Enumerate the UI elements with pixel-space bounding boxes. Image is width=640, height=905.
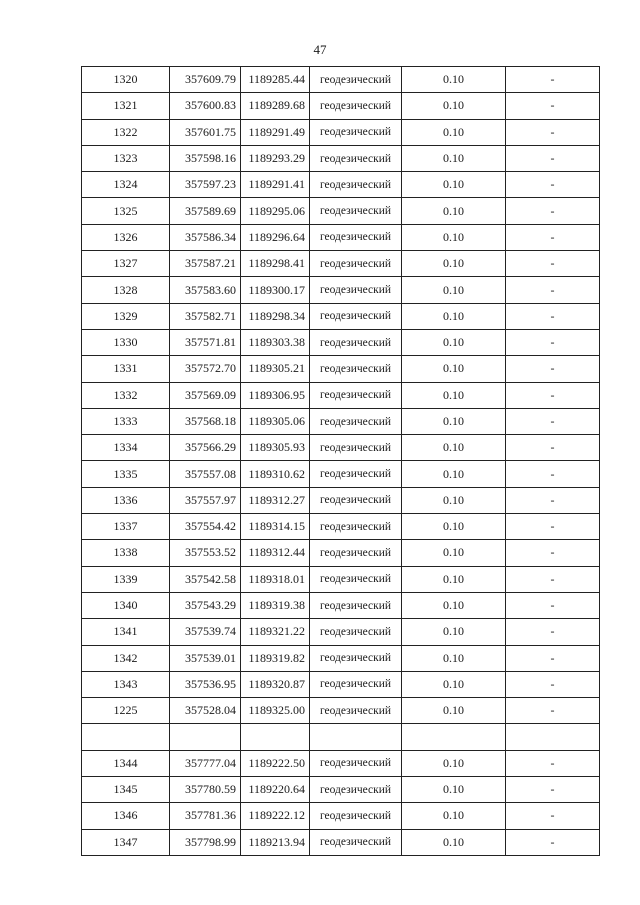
accuracy-cell: 0.10 xyxy=(402,698,506,724)
x-coordinate-cell: 357597.23 xyxy=(170,172,241,198)
accuracy-cell: 0.10 xyxy=(402,303,506,329)
x-coordinate-cell: 357798.99 xyxy=(170,829,241,855)
note-cell: - xyxy=(506,198,600,224)
note-cell: - xyxy=(506,277,600,303)
x-coordinate-cell: 357589.69 xyxy=(170,198,241,224)
x-coordinate-cell: 357557.08 xyxy=(170,461,241,487)
accuracy-cell: 0.10 xyxy=(402,592,506,618)
y-coordinate-cell: 1189298.41 xyxy=(241,251,310,277)
point-number-cell: 1346 xyxy=(82,803,170,829)
accuracy-cell: 0.10 xyxy=(402,671,506,697)
point-number-cell: 1335 xyxy=(82,461,170,487)
accuracy-cell: 0.10 xyxy=(402,540,506,566)
accuracy-cell xyxy=(402,724,506,750)
accuracy-cell: 0.10 xyxy=(402,777,506,803)
method-cell: геодезический xyxy=(310,592,402,618)
accuracy-cell: 0.10 xyxy=(402,514,506,540)
x-coordinate-cell: 357609.79 xyxy=(170,67,241,93)
point-number-cell: 1324 xyxy=(82,172,170,198)
accuracy-cell: 0.10 xyxy=(402,145,506,171)
note-cell: - xyxy=(506,592,600,618)
note-cell: - xyxy=(506,303,600,329)
x-coordinate-cell: 357600.83 xyxy=(170,93,241,119)
point-number-cell: 1333 xyxy=(82,408,170,434)
accuracy-cell: 0.10 xyxy=(402,382,506,408)
y-coordinate-cell: 1189220.64 xyxy=(241,777,310,803)
x-coordinate-cell: 357554.42 xyxy=(170,514,241,540)
method-cell: геодезический xyxy=(310,803,402,829)
point-number-cell xyxy=(82,724,170,750)
page-number: 47 xyxy=(313,42,327,57)
point-number-cell: 1340 xyxy=(82,592,170,618)
point-number-cell: 1336 xyxy=(82,487,170,513)
note-cell: - xyxy=(506,172,600,198)
method-cell: геодезический xyxy=(310,750,402,776)
note-cell: - xyxy=(506,119,600,145)
x-coordinate-cell: 357587.21 xyxy=(170,251,241,277)
method-cell xyxy=(310,724,402,750)
accuracy-cell: 0.10 xyxy=(402,487,506,513)
note-cell: - xyxy=(506,93,600,119)
x-coordinate-cell: 357777.04 xyxy=(170,750,241,776)
x-coordinate-cell: 357553.52 xyxy=(170,540,241,566)
x-coordinate-cell: 357557.97 xyxy=(170,487,241,513)
point-number-cell: 1322 xyxy=(82,119,170,145)
x-coordinate-cell: 357536.95 xyxy=(170,671,241,697)
y-coordinate-cell: 1189320.87 xyxy=(241,671,310,697)
method-cell: геодезический xyxy=(310,698,402,724)
table-row xyxy=(82,750,600,776)
x-coordinate-cell: 357568.18 xyxy=(170,408,241,434)
point-number-cell: 1321 xyxy=(82,93,170,119)
y-coordinate-cell: 1189285.44 xyxy=(241,67,310,93)
method-cell: геодезический xyxy=(310,777,402,803)
method-cell: геодезический xyxy=(310,303,402,329)
table-row xyxy=(82,119,600,145)
note-cell: - xyxy=(506,514,600,540)
note-cell: - xyxy=(506,224,600,250)
note-cell: - xyxy=(506,408,600,434)
method-cell: геодезический xyxy=(310,461,402,487)
y-coordinate-cell: 1189289.68 xyxy=(241,93,310,119)
y-coordinate-cell: 1189291.41 xyxy=(241,172,310,198)
y-coordinate-cell: 1189222.50 xyxy=(241,750,310,776)
accuracy-cell: 0.10 xyxy=(402,329,506,355)
note-cell: - xyxy=(506,487,600,513)
table-row xyxy=(82,303,600,329)
y-coordinate-cell: 1189318.01 xyxy=(241,566,310,592)
y-coordinate-cell: 1189314.15 xyxy=(241,514,310,540)
method-cell: геодезический xyxy=(310,619,402,645)
method-cell: геодезический xyxy=(310,645,402,671)
method-cell: геодезический xyxy=(310,487,402,513)
y-coordinate-cell: 1189291.49 xyxy=(241,119,310,145)
x-coordinate-cell: 357528.04 xyxy=(170,698,241,724)
point-number-cell: 1337 xyxy=(82,514,170,540)
method-cell: геодезический xyxy=(310,67,402,93)
point-number-cell: 1326 xyxy=(82,224,170,250)
method-cell: геодезический xyxy=(310,435,402,461)
table-row xyxy=(82,592,600,618)
table-row xyxy=(82,224,600,250)
y-coordinate-cell: 1189213.94 xyxy=(241,829,310,855)
x-coordinate-cell: 357569.09 xyxy=(170,382,241,408)
y-coordinate-cell: 1189306.95 xyxy=(241,382,310,408)
y-coordinate-cell: 1189296.64 xyxy=(241,224,310,250)
note-cell: - xyxy=(506,251,600,277)
accuracy-cell: 0.10 xyxy=(402,645,506,671)
note-cell: - xyxy=(506,777,600,803)
x-coordinate-cell: 357583.60 xyxy=(170,277,241,303)
table-row-gap xyxy=(82,724,600,750)
method-cell: геодезический xyxy=(310,329,402,355)
point-number-cell: 1343 xyxy=(82,671,170,697)
table-row xyxy=(82,67,600,93)
x-coordinate-cell: 357571.81 xyxy=(170,329,241,355)
accuracy-cell: 0.10 xyxy=(402,566,506,592)
x-coordinate-cell: 357539.01 xyxy=(170,645,241,671)
table-row xyxy=(82,435,600,461)
point-number-cell: 1339 xyxy=(82,566,170,592)
method-cell: геодезический xyxy=(310,566,402,592)
table-row xyxy=(82,671,600,697)
point-number-cell: 1330 xyxy=(82,329,170,355)
accuracy-cell: 0.10 xyxy=(402,198,506,224)
y-coordinate-cell: 1189300.17 xyxy=(241,277,310,303)
note-cell: - xyxy=(506,645,600,671)
point-number-cell: 1334 xyxy=(82,435,170,461)
point-number-cell: 1225 xyxy=(82,698,170,724)
note-cell: - xyxy=(506,671,600,697)
note-cell: - xyxy=(506,435,600,461)
table-row xyxy=(82,461,600,487)
y-coordinate-cell: 1189222.12 xyxy=(241,803,310,829)
y-coordinate-cell: 1189310.62 xyxy=(241,461,310,487)
point-number-cell: 1338 xyxy=(82,540,170,566)
method-cell: геодезический xyxy=(310,514,402,540)
note-cell: - xyxy=(506,829,600,855)
point-number-cell: 1320 xyxy=(82,67,170,93)
table-body xyxy=(82,67,600,856)
y-coordinate-cell: 1189305.21 xyxy=(241,356,310,382)
point-number-cell: 1323 xyxy=(82,145,170,171)
x-coordinate-cell: 357542.58 xyxy=(170,566,241,592)
accuracy-cell: 0.10 xyxy=(402,803,506,829)
method-cell: геодезический xyxy=(310,93,402,119)
accuracy-cell: 0.10 xyxy=(402,172,506,198)
x-coordinate-cell: 357781.36 xyxy=(170,803,241,829)
method-cell: геодезический xyxy=(310,382,402,408)
table-row xyxy=(82,145,600,171)
y-coordinate-cell: 1189295.06 xyxy=(241,198,310,224)
y-coordinate-cell: 1189312.27 xyxy=(241,487,310,513)
x-coordinate-cell: 357572.70 xyxy=(170,356,241,382)
point-number-cell: 1332 xyxy=(82,382,170,408)
accuracy-cell: 0.10 xyxy=(402,224,506,250)
accuracy-cell: 0.10 xyxy=(402,750,506,776)
point-number-cell: 1331 xyxy=(82,356,170,382)
x-coordinate-cell: 357566.29 xyxy=(170,435,241,461)
point-number-cell: 1325 xyxy=(82,198,170,224)
method-cell: геодезический xyxy=(310,145,402,171)
note-cell: - xyxy=(506,619,600,645)
point-number-cell: 1327 xyxy=(82,251,170,277)
method-cell: геодезический xyxy=(310,119,402,145)
y-coordinate-cell: 1189303.38 xyxy=(241,329,310,355)
y-coordinate-cell: 1189319.38 xyxy=(241,592,310,618)
y-coordinate-cell: 1189293.29 xyxy=(241,145,310,171)
accuracy-cell: 0.10 xyxy=(402,251,506,277)
accuracy-cell: 0.10 xyxy=(402,93,506,119)
method-cell: геодезический xyxy=(310,224,402,250)
table-row xyxy=(82,172,600,198)
note-cell: - xyxy=(506,67,600,93)
point-number-cell: 1342 xyxy=(82,645,170,671)
x-coordinate-cell xyxy=(170,724,241,750)
table-row xyxy=(82,514,600,540)
note-cell: - xyxy=(506,698,600,724)
note-cell: - xyxy=(506,461,600,487)
y-coordinate-cell: 1189305.06 xyxy=(241,408,310,434)
y-coordinate-cell: 1189298.34 xyxy=(241,303,310,329)
note-cell: - xyxy=(506,382,600,408)
y-coordinate-cell: 1189305.93 xyxy=(241,435,310,461)
note-cell: - xyxy=(506,566,600,592)
table-row xyxy=(82,329,600,355)
table-row xyxy=(82,277,600,303)
y-coordinate-cell: 1189325.00 xyxy=(241,698,310,724)
table-row xyxy=(82,408,600,434)
x-coordinate-cell: 357582.71 xyxy=(170,303,241,329)
x-coordinate-cell: 357543.29 xyxy=(170,592,241,618)
method-cell: геодезический xyxy=(310,251,402,277)
accuracy-cell: 0.10 xyxy=(402,408,506,434)
point-number-cell: 1347 xyxy=(82,829,170,855)
accuracy-cell: 0.10 xyxy=(402,619,506,645)
point-number-cell: 1345 xyxy=(82,777,170,803)
y-coordinate-cell: 1189319.82 xyxy=(241,645,310,671)
point-number-cell: 1344 xyxy=(82,750,170,776)
note-cell: - xyxy=(506,145,600,171)
table-row xyxy=(82,356,600,382)
table-row xyxy=(82,540,600,566)
method-cell: геодезический xyxy=(310,540,402,566)
table-row xyxy=(82,382,600,408)
accuracy-cell: 0.10 xyxy=(402,461,506,487)
table-row xyxy=(82,698,600,724)
y-coordinate-cell: 1189321.22 xyxy=(241,619,310,645)
table-row xyxy=(82,566,600,592)
method-cell: геодезический xyxy=(310,829,402,855)
accuracy-cell: 0.10 xyxy=(402,119,506,145)
method-cell: геодезический xyxy=(310,198,402,224)
method-cell: геодезический xyxy=(310,172,402,198)
table-row xyxy=(82,645,600,671)
x-coordinate-cell: 357539.74 xyxy=(170,619,241,645)
method-cell: геодезический xyxy=(310,356,402,382)
point-number-cell: 1329 xyxy=(82,303,170,329)
accuracy-cell: 0.10 xyxy=(402,277,506,303)
note-cell: - xyxy=(506,750,600,776)
note-cell xyxy=(506,724,600,750)
x-coordinate-cell: 357598.16 xyxy=(170,145,241,171)
table-row xyxy=(82,619,600,645)
accuracy-cell: 0.10 xyxy=(402,829,506,855)
note-cell: - xyxy=(506,803,600,829)
note-cell: - xyxy=(506,329,600,355)
x-coordinate-cell: 357586.34 xyxy=(170,224,241,250)
point-number-cell: 1328 xyxy=(82,277,170,303)
note-cell: - xyxy=(506,356,600,382)
x-coordinate-cell: 357601.75 xyxy=(170,119,241,145)
table-row xyxy=(82,829,600,855)
coordinates-table xyxy=(81,66,600,856)
method-cell: геодезический xyxy=(310,277,402,303)
method-cell: геодезический xyxy=(310,408,402,434)
y-coordinate-cell: 1189312.44 xyxy=(241,540,310,566)
table-row xyxy=(82,198,600,224)
accuracy-cell: 0.10 xyxy=(402,356,506,382)
table-row xyxy=(82,93,600,119)
accuracy-cell: 0.10 xyxy=(402,435,506,461)
note-cell: - xyxy=(506,540,600,566)
x-coordinate-cell: 357780.59 xyxy=(170,777,241,803)
method-cell: геодезический xyxy=(310,671,402,697)
table-row xyxy=(82,487,600,513)
table-row xyxy=(82,777,600,803)
point-number-cell: 1341 xyxy=(82,619,170,645)
table-row xyxy=(82,251,600,277)
table-row xyxy=(82,803,600,829)
y-coordinate-cell xyxy=(241,724,310,750)
accuracy-cell: 0.10 xyxy=(402,67,506,93)
